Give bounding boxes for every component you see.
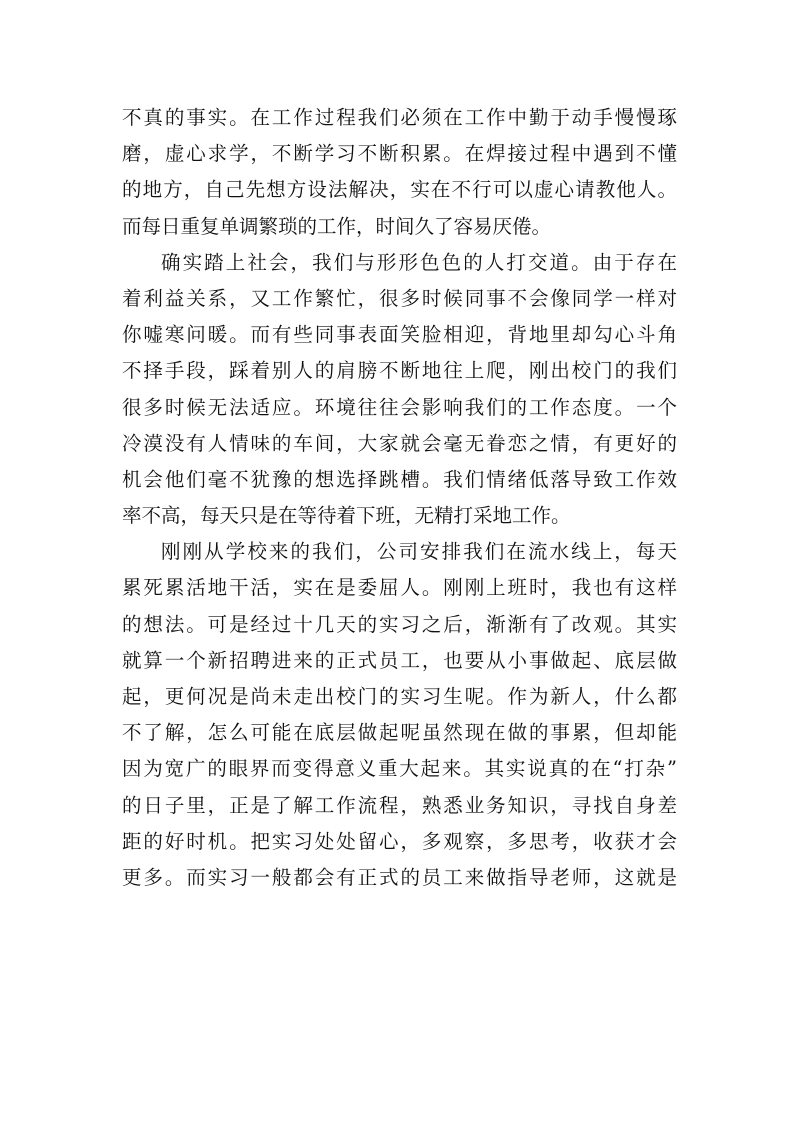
document-body — [122, 100, 677, 896]
text-line: 起，更何况是尚未走出校门的实习生呢。作为新人，什么都 — [122, 685, 677, 708]
text-line: 不了解，怎么可能在底层做起呢虽然现在做的事累，但却能 — [122, 721, 677, 745]
text-line: 机会他们毫不犹豫的想选择跳槽。我们情绪低落导致工作效 — [122, 467, 677, 491]
text-line: 的想法。可是经过十几天的实习之后，渐渐有了改观。其实 — [122, 612, 677, 636]
text-line: 你嘘寒问暖。而有些同事表面笑脸相迎，背地里却勾心斗角 — [122, 323, 677, 347]
text-line: 率不高，每天只是在等待着下班，无精打采地工作。 — [122, 504, 571, 528]
text-line: 很多时候无法适应。环境往往会影响我们的工作态度。一个 — [122, 395, 677, 419]
text-line: 就算一个新招聘进来的正式员工，也要从小事做起、底层做 — [122, 648, 677, 672]
text-line: 更多。而实习一般都会有正式的员工来做指导老师，这就是 — [122, 865, 677, 889]
paragraph-first-line: 刚刚从学校来的我们，公司安排我们在流水线上，每天 — [161, 540, 677, 564]
paragraph-first-line: 确实踏上社会，我们与形形色色的人打交道。由于存在 — [161, 250, 677, 274]
text-line: 而每日重复单调繁琐的工作，时间久了容易厌倦。 — [122, 214, 552, 238]
text-line: 磨，虚心求学，不断学习不断积累。在焊接过程中遇到不懂 — [122, 142, 677, 166]
text-line: 累死累活地干活，实在是委屈人。刚刚上班时，我也有这样 — [122, 576, 677, 600]
text-line: 冷漠没有人情味的车间，大家就会毫无眷恋之情，有更好的 — [122, 431, 677, 455]
text-line: 的日子里，正是了解工作流程，熟悉业务知识，寻找自身差 — [122, 793, 677, 817]
text-line: 不真的事实。在工作过程我们必须在工作中勤于动手慢慢琢 — [122, 106, 677, 129]
text-line: 距的好时机。把实习处处留心，多观察，多思考，收获才会 — [122, 829, 677, 853]
text-line: 因为宽广的眼界而变得意义重大起来。其实说真的在“打杂” — [122, 757, 677, 781]
text-line: 不择手段，踩着别人的肩膀不断地往上爬，刚出校门的我们 — [122, 359, 677, 383]
text-line: 着利益关系，又工作繁忙，很多时候同事不会像同学一样对 — [122, 286, 677, 310]
text-line: 的地方，自己先想方设法解决，实在不行可以虚心请教他人。 — [122, 178, 677, 202]
